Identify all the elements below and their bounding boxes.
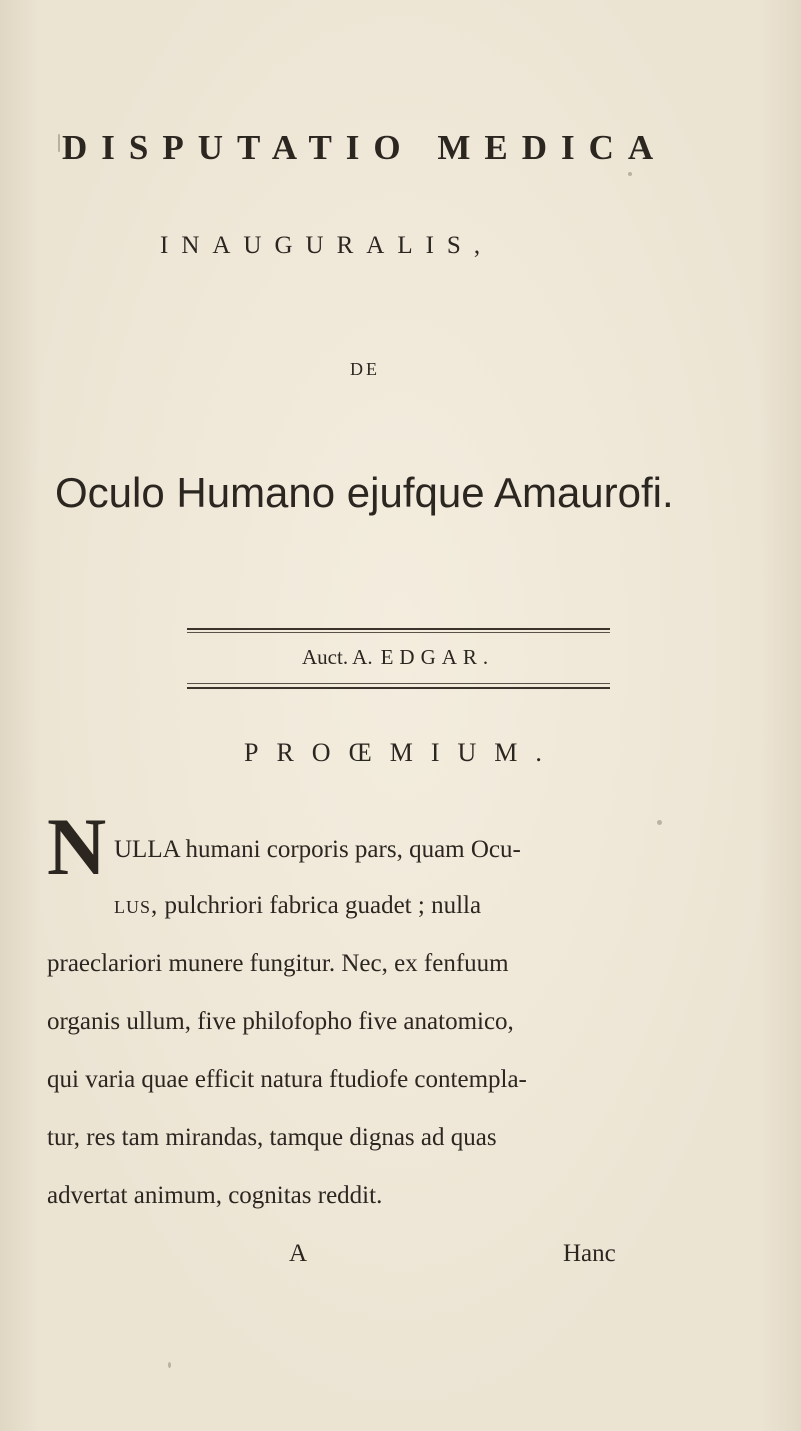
paper-speck <box>657 820 662 825</box>
body-line-5: qui varia quae efficit natura ftudiofe contempla- <box>47 1066 527 1093</box>
catchword: Hanc <box>563 1240 616 1267</box>
paper-speck <box>628 172 632 176</box>
title-de: DE <box>350 359 380 379</box>
body-line-1: ULLA humani corporis pars, quam Ocu- <box>114 836 521 863</box>
author-name: EDGAR. <box>380 645 495 669</box>
rule-top-thick <box>187 628 610 630</box>
body-line-2 <box>114 893 481 918</box>
author-line <box>302 647 494 668</box>
title-subtitle: INAUGURALIS, <box>160 232 494 259</box>
drop-cap: N <box>47 801 107 892</box>
body-line-6: tur, res tam mirandas, tamque dignas ad quas <box>47 1124 497 1151</box>
body-line-3: praeclariori munere fungitur. Nec, ex fenfuum <box>47 950 509 977</box>
body-line-2-smallcaps: lus, <box>114 892 159 919</box>
body-line-2-rest: pulchriori fabrica guadet ; nulla <box>164 892 482 919</box>
title-topic: Oculo Humano ejufque Amaurofi. <box>55 469 674 516</box>
signature-mark: A <box>289 1240 308 1267</box>
rule-bottom-thin <box>187 683 610 684</box>
rule-top-thin <box>187 632 610 633</box>
rule-bottom-thick <box>187 687 610 689</box>
body-line-4: organis ullum, five philofopho five anatomico, <box>47 1008 514 1035</box>
section-heading: PROŒMIUM. <box>244 738 560 767</box>
paper-speck <box>168 1362 171 1368</box>
body-line-7: advertat animum, cognitas reddit. <box>47 1182 383 1209</box>
author-prefix: Auct. A. <box>302 645 373 669</box>
paper-speck <box>58 134 60 152</box>
title-main: DISPUTATIO MEDICA <box>62 128 668 167</box>
